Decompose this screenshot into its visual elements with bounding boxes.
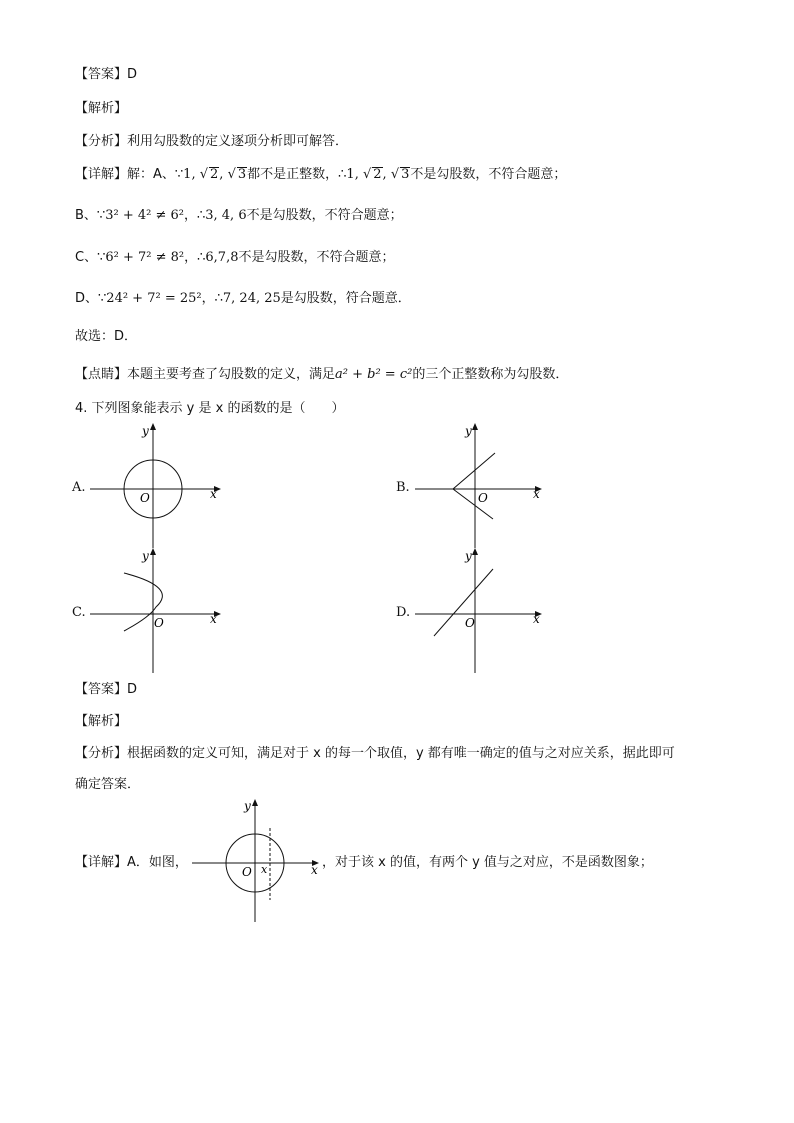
q3-choose: 故选：D． xyxy=(75,329,138,344)
x-axis-label: x xyxy=(533,487,540,501)
q4-question: 4. 下列图象能表示 y 是 x 的函数的是（ ） xyxy=(75,401,345,416)
q4-analysis-head: 【解析】 xyxy=(75,714,128,729)
q3-fenxi: 【分析】利用勾股数的定义逐项分析即可解答． xyxy=(75,134,349,149)
graph-b xyxy=(415,420,555,550)
origin-label: O xyxy=(242,865,252,879)
y-arrow-icon xyxy=(472,548,478,555)
q3-dianjing-prefix: 【点睛】本题主要考查了勾股数的定义，满足 xyxy=(75,367,336,382)
y-axis-label: y xyxy=(142,424,149,438)
q3-detail-c xyxy=(75,249,395,267)
q3-a-set-1: 1, xyxy=(183,167,200,182)
origin-label: O xyxy=(465,616,475,630)
q3-answer: 【答案】D xyxy=(75,67,138,82)
origin-label: O xyxy=(140,491,150,505)
q3-b-eq: 3² + 4² ≠ 6² xyxy=(105,208,184,223)
q4-answer: 【答案】D xyxy=(75,682,138,697)
q3-b-set: 3, 4, 6 xyxy=(205,208,247,223)
q3-c-eq: 6² + 7² ≠ 8² xyxy=(105,250,185,265)
origin-label: O xyxy=(478,491,488,505)
origin-label: O xyxy=(154,616,164,630)
sqrt-icon: √ xyxy=(390,167,400,182)
q4-fenxi-2: 确定答案． xyxy=(75,777,141,792)
y-axis-label: y xyxy=(465,549,472,563)
x-axis-label: x xyxy=(210,612,217,626)
detail-graph xyxy=(192,796,327,926)
q3-detail-b xyxy=(75,207,403,225)
y-axis-label: y xyxy=(465,424,472,438)
q3-detail-prefix: 【详解】解：A、∵ xyxy=(75,167,184,182)
x-mark-label: x xyxy=(261,863,268,876)
option-a-label: A. xyxy=(72,480,86,495)
y-arrow-icon xyxy=(252,799,258,806)
option-c-label: C. xyxy=(72,605,86,620)
q3-a-sqrt3: 3 xyxy=(237,167,247,182)
q3-detail-a-tail: 不是勾股数，不符合题意； xyxy=(410,167,567,182)
option-d-label: D. xyxy=(396,605,411,620)
q3-detail-a-mid: 都不是正整数，∴ xyxy=(247,167,347,182)
q4-detail-tail: ，对于该 x 的值，有两个 y 值与之对应，不是函数图象； xyxy=(322,855,653,870)
y-axis-label: y xyxy=(244,799,251,813)
q3-b-prefix: B、∵ xyxy=(75,208,106,223)
x-axis-label: x xyxy=(210,487,217,501)
option-b-label: B. xyxy=(396,480,410,495)
q4-detail-prefix: 【详解】A．如图， xyxy=(75,855,188,870)
sqrt-icon: √ xyxy=(227,167,236,182)
x-axis-label: x xyxy=(533,612,540,626)
q3-c-set: 6,7,8 xyxy=(205,250,239,265)
y-axis-label: y xyxy=(142,549,149,563)
y-arrow-icon xyxy=(150,423,156,430)
q3-c-prefix: C、∵ xyxy=(75,250,106,265)
q3-d-eq: 24² + 7² = 25² xyxy=(106,291,202,306)
q3-d-set: 7, 24, 25 xyxy=(222,291,281,306)
q3-dianjing-eq: a² + b² = c² xyxy=(335,367,413,382)
sqrt-icon: √ xyxy=(362,167,372,182)
q3-dianjing xyxy=(75,366,568,384)
v-curve xyxy=(453,453,495,519)
q3-b-mid: ，∴ xyxy=(183,208,206,223)
q3-detail-a: 【详解】解：A、∵1, √ 2, √ 3都不是正整数，∴1, √ 2, √ 3不是勾股数，不符合题意； xyxy=(75,167,567,182)
sqrt-icon: √ xyxy=(199,167,209,182)
y-arrow-icon xyxy=(150,548,156,555)
x-axis-label: x xyxy=(311,863,318,877)
q3-a-sqrt2: 2 xyxy=(210,167,219,182)
q3-detail-d xyxy=(75,290,411,308)
graph-a xyxy=(90,420,230,550)
y-arrow-icon xyxy=(472,423,478,430)
q3-d-mid: ，∴ xyxy=(201,291,223,306)
graph-d xyxy=(415,545,555,675)
line-curve xyxy=(434,569,493,636)
q3-d-prefix: D、∵ xyxy=(75,291,107,306)
q3-c-tail: 不是勾股数，不符合题意； xyxy=(238,250,395,265)
graph-c xyxy=(90,545,230,675)
q3-dianjing-tail: 的三个正整数称为勾股数． xyxy=(412,367,569,382)
q3-b-tail: 不是勾股数，不符合题意； xyxy=(246,208,403,223)
q3-d-tail: 是勾股数，符合题意． xyxy=(280,291,411,306)
q3-c-mid: ，∴ xyxy=(184,250,206,265)
q3-analysis-head: 【解析】 xyxy=(75,101,128,116)
q4-fenxi-1: 【分析】根据函数的定义可知，满足对于 x 的每一个取值，y 都有唯一确定的值与之对应关系，据此即可 xyxy=(75,746,675,761)
